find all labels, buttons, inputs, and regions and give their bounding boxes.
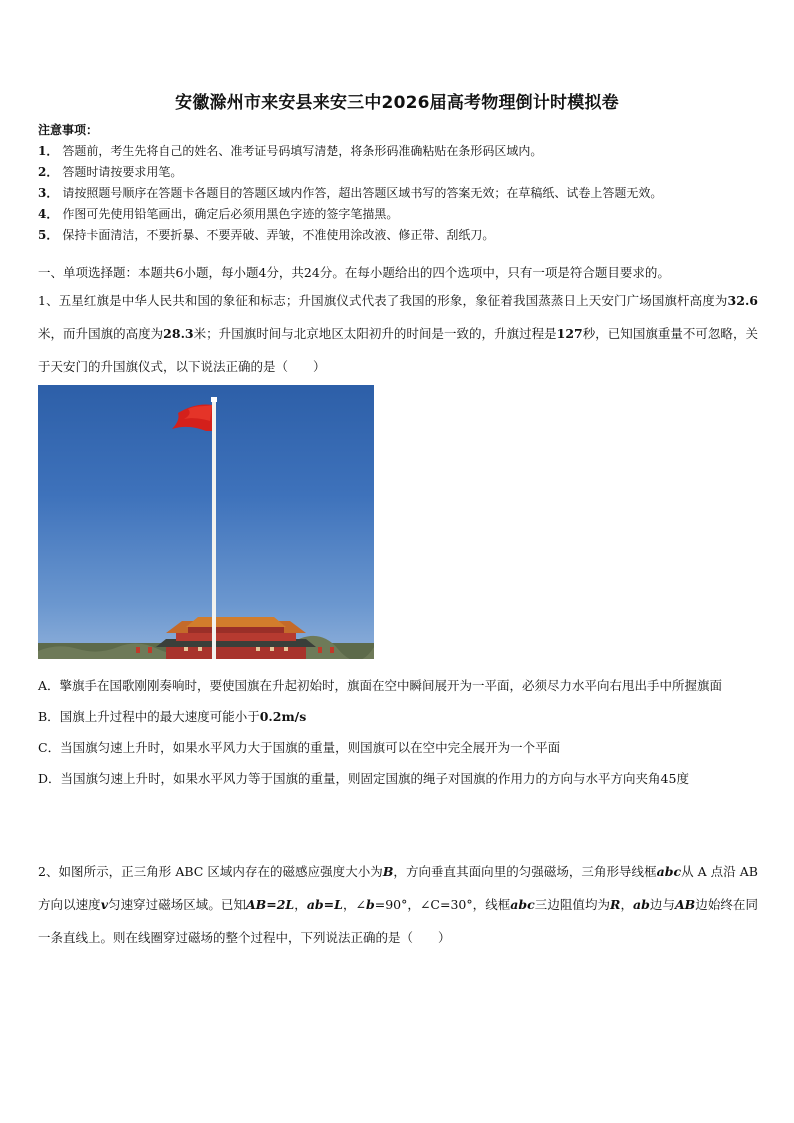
option-text: 当国旗匀速上升时，如果水平风力大于国旗的重量，则国旗可以在空中完全展开为一个平面 bbox=[60, 740, 561, 755]
q2-text: ，∠ bbox=[342, 897, 366, 912]
q2-symbol: ab bbox=[633, 897, 650, 912]
question-2 bbox=[38, 855, 758, 954]
option-label: B． bbox=[38, 709, 60, 724]
option-text: 擎旗手在国歌刚刚奏响时，要使国旗在升起初始时，旗面在空中瞬间展开为一平面，必须尽力水平向右甩出手中所握旗面 bbox=[59, 678, 723, 693]
flag-photo bbox=[38, 385, 374, 659]
q2-text: ，方向垂直其面向里的匀强磁场，三角形导线框 bbox=[393, 864, 657, 879]
section-heading: 一、单项选择题：本题共6小题，每小题4分，共24分。在每小题给出的四个选项中，只有一项是符合题目要求的。 bbox=[38, 265, 670, 280]
notice-item-text: 保持卡面清洁，不要折暴、不要弄破、弄皱，不准使用涂改液、修正带、刮纸刀。 bbox=[62, 228, 495, 242]
question-1 bbox=[38, 284, 758, 383]
notice-item bbox=[38, 204, 758, 225]
option-text: 国旗上升过程中的最大速度可能小于 bbox=[59, 709, 260, 724]
option-label: A． bbox=[38, 678, 60, 693]
notice-item-number: 1． bbox=[38, 144, 59, 158]
option-b bbox=[38, 701, 758, 732]
option-text: 当国旗匀速上升时，如果水平风力等于国旗的重量，则固定国旗的绳子对国旗的作用力的方向与水平方向夹角45度 bbox=[60, 771, 689, 786]
flagpole-top bbox=[211, 397, 217, 402]
notice-item-number: 2． bbox=[38, 165, 59, 179]
q2-symbol: abc bbox=[656, 864, 682, 879]
notice-item bbox=[38, 162, 758, 183]
notice-item bbox=[38, 183, 758, 204]
q1-text: 米，而升国旗的高度为 bbox=[38, 326, 164, 341]
q2-text: 三边阻值均为 bbox=[534, 897, 611, 912]
notice-item-text: 答题时请按要求用笔。 bbox=[62, 165, 183, 179]
q1-text: 米；升国旗时间与北京地区太阳初升的时间是一致的，升旗过程是 bbox=[193, 326, 557, 341]
notice-item-number: 4． bbox=[38, 207, 59, 221]
q2-text: 边与 bbox=[649, 897, 675, 912]
q2-symbol: R bbox=[610, 897, 621, 912]
option-a bbox=[38, 670, 758, 701]
q2-symbol: b bbox=[365, 897, 375, 912]
q1-value-raise-height: 28.3 bbox=[163, 326, 194, 341]
notice-item bbox=[38, 141, 758, 162]
q1-text: 秒，已知国旗重量不可忽略，关于天安门的升国旗仪式，以下说法正确的是（ ） bbox=[38, 326, 758, 374]
notice-item-number: 5． bbox=[38, 228, 59, 242]
q2-text: ， bbox=[620, 897, 634, 912]
q2-text: 从 A 点沿 AB 方向以速度 bbox=[38, 864, 758, 912]
notice-item-number: 3． bbox=[38, 186, 59, 200]
q2-text: =90°，∠C=30°，线框 bbox=[374, 897, 511, 912]
q2-text: 2、如图所示，正三角形 ABC 区域内存在的磁感应强度大小为 bbox=[38, 864, 383, 879]
q1-value-seconds: 127 bbox=[556, 326, 583, 341]
notice-item-text: 作图可先使用铅笔画出，确定后必须用黑色字迹的签字笔描黑。 bbox=[62, 207, 399, 221]
q2-text: ， bbox=[294, 897, 307, 912]
q2-condition: ab=L bbox=[306, 897, 343, 912]
notice-heading: 注意事项： bbox=[38, 123, 99, 137]
option-c bbox=[38, 732, 758, 763]
option-d bbox=[38, 763, 758, 794]
notice-block bbox=[38, 120, 758, 246]
option-value: 0.2m/s bbox=[259, 709, 307, 724]
q2-condition: AB=2L bbox=[245, 897, 295, 912]
notice-item-text: 请按照题号顺序在答题卡各题目的答题区域内作答，超出答题区域书写的答案无效；在草稿纸、试卷上答题无效。 bbox=[62, 186, 663, 200]
q1-value-height: 32.6 bbox=[727, 293, 758, 308]
flag-photo-drawing bbox=[38, 385, 374, 659]
q2-symbol: B bbox=[382, 864, 394, 879]
q2-symbol: AB bbox=[674, 897, 696, 912]
option-label: D． bbox=[38, 771, 61, 786]
q2-symbol: v bbox=[100, 897, 108, 912]
options-list bbox=[38, 670, 758, 794]
option-label: C． bbox=[38, 740, 61, 755]
notice-item bbox=[38, 225, 758, 246]
q1-text: 1、五星红旗是中华人民共和国的象征和标志；升国旗仪式代表了我国的形象，象征着我国蒸蒸日上天安门广场国旗杆高度为 bbox=[38, 293, 728, 308]
q2-text: 匀速穿过磁场区域。已知 bbox=[107, 897, 246, 912]
flagpole bbox=[212, 401, 216, 659]
q2-text: 边始终在同一条直线上。则在线圈穿过磁场的整个过程中，下列说法正确的是（ ） bbox=[38, 897, 758, 945]
page-title: 安徽滁州市来安县来安三中2026届高考物理倒计时模拟卷 bbox=[175, 93, 619, 113]
notice-item-text: 答题前，考生先将自己的姓名、准考证号码填写清楚，将条形码准确粘贴在条形码区域内。 bbox=[62, 144, 543, 158]
q2-symbol: abc bbox=[510, 897, 535, 912]
